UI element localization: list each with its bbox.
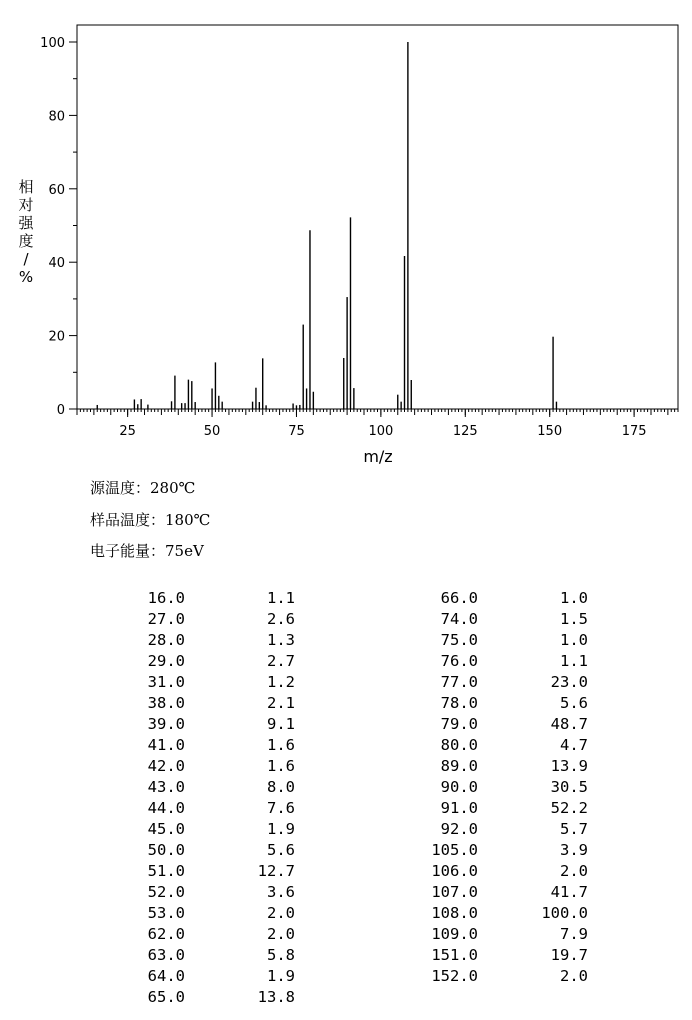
intensity-value: 19.7 (550, 946, 588, 964)
mz-value: 16.0 (147, 589, 185, 607)
intensity-value: 5.7 (560, 820, 588, 838)
intensity-value: 5.6 (267, 841, 295, 859)
table-row (0, 756, 692, 777)
electron-energy: 电子能量：75eV (90, 542, 204, 560)
intensity-value: 1.1 (560, 652, 588, 670)
intensity-value: 5.6 (560, 694, 588, 712)
y-tick-label: 60 (48, 182, 65, 198)
table-row (0, 882, 692, 903)
table-row (0, 777, 692, 798)
intensity-value: 2.6 (267, 610, 295, 628)
plot-frame (77, 25, 678, 409)
mass-spectrum-chart (0, 0, 692, 470)
peak-table-right-column (0, 588, 692, 987)
table-row (0, 609, 692, 630)
intensity-value: 1.0 (560, 589, 588, 607)
mz-value: 91.0 (440, 799, 478, 817)
y-axis (40, 36, 77, 418)
mz-value: 65.0 (147, 988, 185, 1006)
table-row (0, 861, 692, 882)
intensity-value: 1.9 (267, 820, 295, 838)
y-tick-label: 40 (48, 256, 65, 272)
y-axis-label (18, 178, 34, 286)
y-tick-label: 100 (40, 36, 65, 51)
mz-value: 74.0 (440, 610, 478, 628)
y-tick-label: 20 (48, 329, 65, 345)
mz-value: 92.0 (440, 820, 478, 838)
intensity-value: 7.6 (267, 799, 295, 817)
mz-value: 151.0 (431, 946, 478, 964)
y-tick-label: 80 (48, 109, 65, 125)
intensity-value: 30.5 (550, 778, 588, 796)
intensity-value: 9.1 (267, 715, 295, 733)
mz-value: 107.0 (431, 883, 478, 901)
table-row (0, 924, 692, 945)
y-axis-label-char: 强 (18, 214, 34, 232)
table-row (0, 966, 692, 987)
mz-value: 45.0 (147, 820, 185, 838)
mz-value: 105.0 (431, 841, 478, 859)
source-temperature: 源温度：280℃ (90, 479, 196, 497)
sample-temperature: 样品温度：180℃ (90, 511, 211, 529)
x-tick-label: 175 (621, 424, 647, 439)
intensity-value: 41.7 (550, 883, 588, 901)
mz-value: 38.0 (147, 694, 185, 712)
x-tick-label: 25 (119, 424, 136, 439)
intensity-value: 1.5 (560, 610, 588, 628)
y-axis-label-char: / (23, 250, 29, 268)
intensity-value: 3.9 (560, 841, 588, 859)
table-row (0, 987, 692, 1008)
mz-value: 31.0 (147, 673, 185, 691)
mz-value: 52.0 (147, 883, 185, 901)
table-row (0, 903, 692, 924)
x-axis-label: m/z (363, 447, 393, 466)
peak-sticks (97, 42, 556, 409)
mz-value: 152.0 (431, 967, 478, 985)
table-row (0, 735, 692, 756)
mz-value: 89.0 (440, 757, 478, 775)
x-minor-ticks (77, 409, 678, 415)
x-tick-label: 100 (368, 424, 394, 439)
mz-value: 80.0 (440, 736, 478, 754)
mz-value: 62.0 (147, 925, 185, 943)
intensity-value: 2.0 (267, 904, 295, 922)
mz-value: 29.0 (147, 652, 185, 670)
mz-value: 77.0 (440, 673, 478, 691)
intensity-value: 2.1 (267, 694, 295, 712)
intensity-value: 5.8 (267, 946, 295, 964)
mz-value: 76.0 (440, 652, 478, 670)
mz-value: 43.0 (147, 778, 185, 796)
intensity-value: 1.3 (267, 631, 295, 649)
intensity-value: 2.7 (267, 652, 295, 670)
intensity-value: 8.0 (267, 778, 295, 796)
mz-value: 42.0 (147, 757, 185, 775)
x-tick-label: 50 (203, 424, 221, 439)
intensity-value: 13.9 (550, 757, 588, 775)
intensity-value: 3.6 (267, 883, 295, 901)
mz-value: 64.0 (147, 967, 185, 985)
mz-value: 53.0 (147, 904, 185, 922)
table-row (0, 714, 692, 735)
table-row (0, 693, 692, 714)
mz-value: 66.0 (440, 589, 478, 607)
intensity-value: 2.0 (560, 967, 588, 985)
mz-value: 79.0 (440, 715, 478, 733)
mz-value: 63.0 (147, 946, 185, 964)
intensity-value: 1.9 (267, 967, 295, 985)
mz-value: 109.0 (431, 925, 478, 943)
table-row (0, 945, 692, 966)
table-row (0, 588, 692, 609)
intensity-value: 13.8 (257, 988, 295, 1006)
table-row (0, 651, 692, 672)
mz-value: 106.0 (431, 862, 478, 880)
y-axis-label-char: % (18, 268, 34, 286)
table-row (0, 630, 692, 651)
mz-value: 78.0 (440, 694, 478, 712)
mz-value: 28.0 (147, 631, 185, 649)
intensity-value: 100.0 (541, 904, 588, 922)
intensity-value: 2.0 (267, 925, 295, 943)
x-tick-label: 150 (537, 424, 563, 439)
intensity-value: 23.0 (550, 673, 588, 691)
peak-table (0, 588, 692, 1018)
table-row (0, 840, 692, 861)
intensity-value: 2.0 (560, 862, 588, 880)
mz-value: 50.0 (147, 841, 185, 859)
intensity-value: 1.6 (267, 736, 295, 754)
x-axis (119, 409, 646, 439)
mz-value: 108.0 (431, 904, 478, 922)
table-row (0, 819, 692, 840)
y-tick-label: 0 (56, 403, 65, 418)
mz-value: 27.0 (147, 610, 185, 628)
y-axis-label-char: 对 (18, 196, 34, 214)
y-axis-label-char: 相 (18, 178, 34, 196)
mz-value: 51.0 (147, 862, 185, 880)
intensity-value: 52.2 (550, 799, 588, 817)
x-tick-label: 75 (288, 424, 305, 439)
table-row (0, 798, 692, 819)
y-axis-label-char: 度 (18, 232, 34, 250)
intensity-value: 7.9 (560, 925, 588, 943)
table-row (0, 672, 692, 693)
x-tick-label: 125 (452, 424, 478, 439)
intensity-value: 4.7 (560, 736, 588, 754)
intensity-value: 1.0 (560, 631, 588, 649)
mz-value: 41.0 (147, 736, 185, 754)
intensity-value: 1.6 (267, 757, 295, 775)
intensity-value: 1.2 (267, 673, 295, 691)
mz-value: 44.0 (147, 799, 185, 817)
intensity-value: 48.7 (550, 715, 588, 733)
mz-value: 75.0 (440, 631, 478, 649)
intensity-value: 1.1 (267, 589, 295, 607)
mz-value: 39.0 (147, 715, 185, 733)
mz-value: 90.0 (440, 778, 478, 796)
intensity-value: 12.7 (257, 862, 295, 880)
